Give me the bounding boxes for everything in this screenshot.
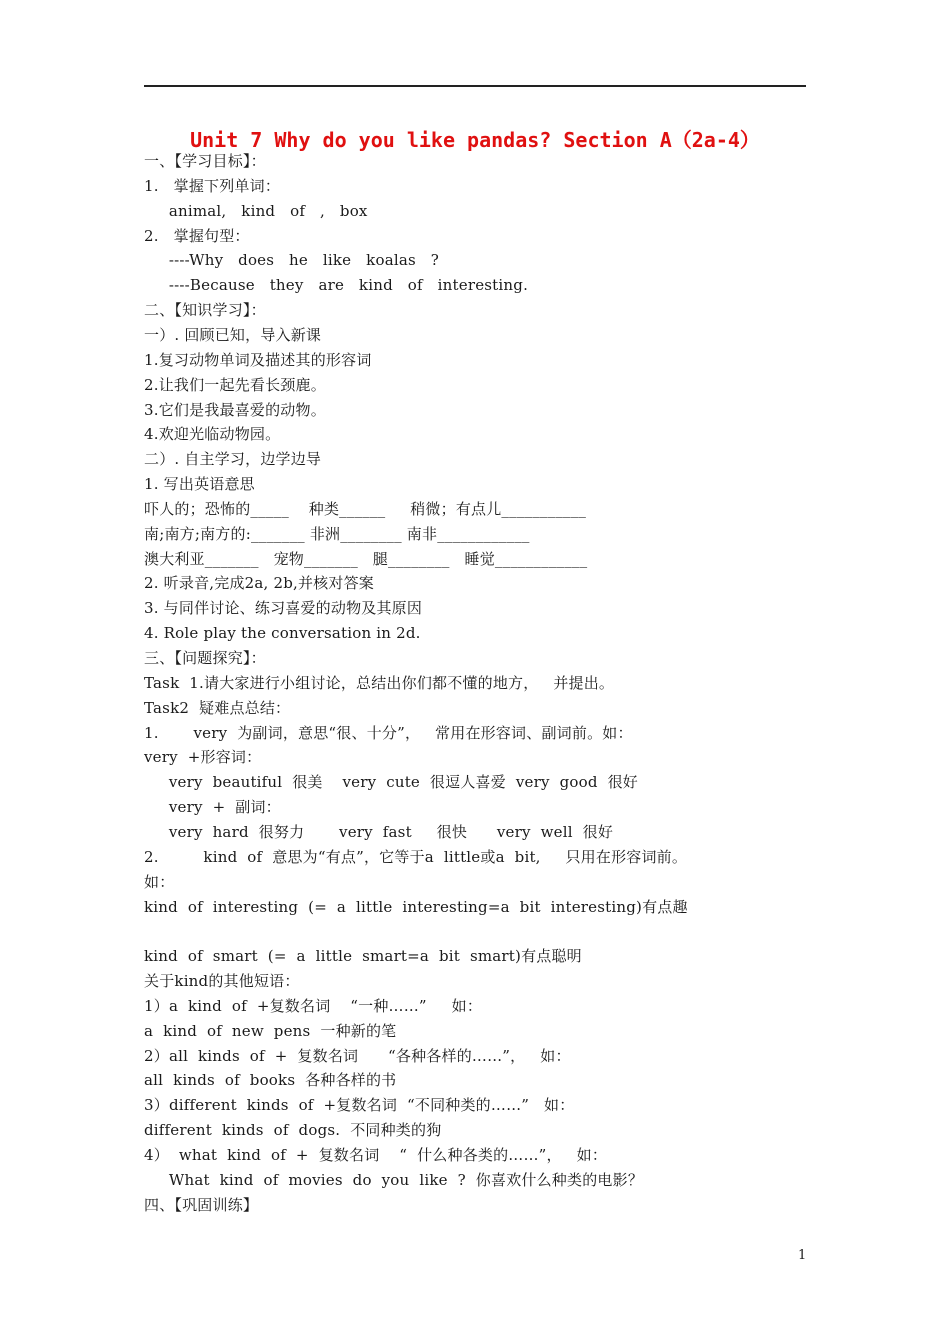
text-line: What kind of movies do you like ? 你喜欢什么种类的电影？: [144, 1170, 644, 1189]
text-line: very hard 很努力 very fast 很快 very well 很好: [144, 822, 614, 841]
text-line: 1）a kind of +复数名词 “一种……” 如：: [144, 996, 483, 1015]
text-line: 关于kind的其他短语：: [144, 972, 300, 991]
page-number: 1: [798, 1248, 807, 1263]
text-line: 2. kind of 意思为“有点”，它等于a little或a bit, 只用在形容词前。: [144, 847, 688, 866]
text-line: animal, kind of , box: [144, 201, 368, 220]
text-line: ----Because they are kind of interesting.: [144, 276, 529, 295]
text-line: 四、【巩固训练】: [144, 1195, 259, 1214]
text-line: different kinds of dogs. 不同种类的狗: [144, 1121, 442, 1140]
text-line: 2. 掌握句型：: [144, 226, 250, 245]
text-line: 一）. 回顾已知，导入新课: [144, 325, 322, 344]
text-line: 澳大利亚_______ 宠物_______ 腿________ 睡觉____________: [144, 549, 588, 568]
text-line: 2）all kinds of + 复数名词 “各种各样的……”， 如：: [144, 1046, 571, 1065]
text-line: Task2 疑难点总结：: [144, 698, 291, 717]
text-line: 4） what kind of + 复数名词 “ 什么种各类的……”， 如：: [144, 1146, 608, 1164]
text-line: 三、【问题探究】：: [144, 649, 266, 667]
text-line: 3）different kinds of +复数名词 “不同种类的……” 如：: [144, 1096, 575, 1115]
text-line: 4.欢迎光临动物园。: [144, 425, 281, 444]
text-line: 1. 写出英语意思: [144, 475, 255, 494]
text-line: 一、【学习目标】：: [144, 152, 266, 170]
text-line: 南;南方;南方的:_______ 非洲________ 南非____________: [144, 524, 530, 543]
text-line: kind of smart (= a little smart=a bit smart)有点聪明: [144, 947, 582, 966]
text-line: Task 1.请大家进行小组讨论，总结出你们都不懂的地方， 并提出。: [144, 673, 615, 692]
text-line: a kind of new pens 一种新的笔: [144, 1021, 397, 1040]
text-line: 二、【知识学习】：: [144, 301, 266, 320]
header-rule: [144, 85, 806, 87]
text-line: 1.复习动物单词及描述其的形容词: [144, 350, 372, 369]
text-line: 4. Role play the conversation in 2d.: [144, 624, 421, 643]
text-line: 1. very 为副词，意思“很、十分”， 常用在形容词、副词前。如：: [144, 723, 633, 742]
text-line: very +形容词：: [144, 748, 262, 767]
text-line: 2.让我们一起先看长颈鹿。: [144, 375, 326, 394]
text-line: very beautiful 很美 very cute 很逗人喜爱 very good 很好: [144, 773, 639, 792]
text-line: all kinds of books 各种各样的书: [144, 1071, 397, 1090]
page-title: Unit 7 Why do you like pandas? Section A（2a-4）: [190, 128, 760, 152]
text-line: 3.它们是我最喜爱的动物。: [144, 400, 326, 419]
text-line: ----Why does he like koalas ?: [144, 251, 440, 270]
text-line: 2. 听录音,完成2a, 2b,并核对答案: [144, 574, 374, 593]
text-line: 1. 掌握下列单词：: [144, 176, 281, 195]
text-line: kind of interesting (= a little interesting=a bit interesting)有点趣: [144, 897, 688, 916]
text-line: 3. 与同伴讨论、练习喜爱的动物及其原因: [144, 599, 423, 618]
text-line: 吓人的；恐怖的_____ 种类______ 稍微；有点儿___________: [144, 499, 587, 518]
text-line: very + 副词：: [144, 798, 281, 817]
text-line: 二）. 自主学习，边学边导: [144, 450, 322, 469]
text-line: 如：: [144, 872, 175, 891]
